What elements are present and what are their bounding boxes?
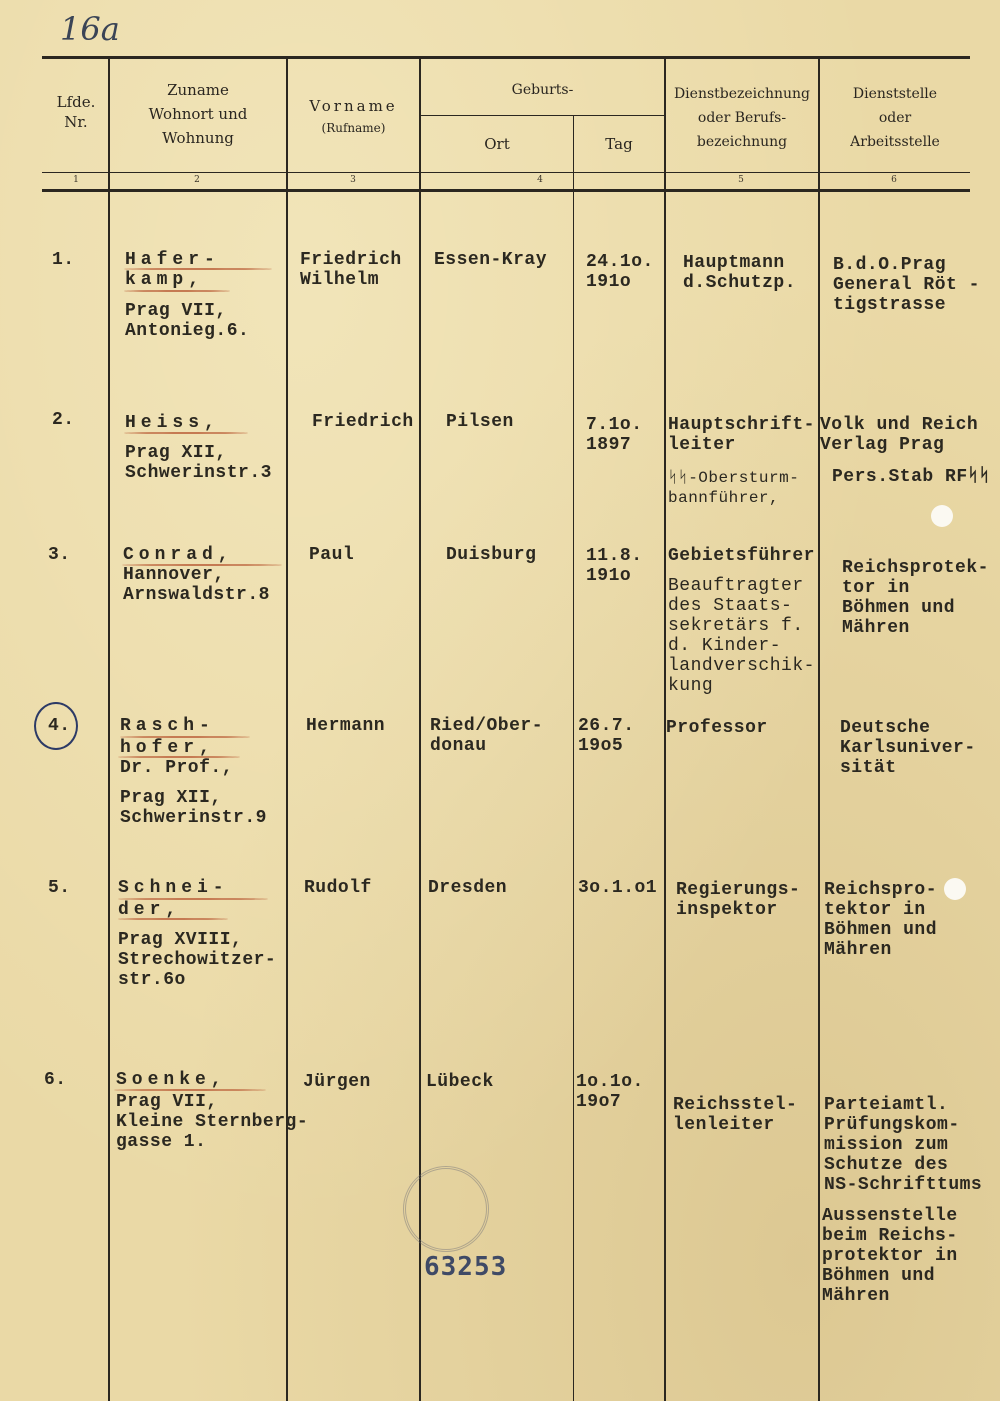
row-1-zuname-line-1: Hafer- <box>125 250 220 270</box>
row-2-dienstbezeichnung-ss: ᛋᛋ-Obersturm- bannführer, <box>668 469 800 507</box>
row-4-dienststelle: Deutsche Karlsuniver- sität <box>840 718 976 778</box>
row-1-dienstbezeichnung: Hauptmann d.Schutzp. <box>683 253 797 293</box>
row-1-dienststelle: B.d.O.Prag General Röt - tigstrasse <box>833 255 980 315</box>
row-2-wohnort: Prag XII, Schwerinstr.3 <box>125 443 272 483</box>
row-5-zuname-line-2: der, <box>118 900 182 920</box>
row-3-dienstbezeichnung: Gebietsführer <box>668 546 815 566</box>
table-top-rule <box>42 56 970 59</box>
column-number-6: 6 <box>891 175 897 185</box>
row-2-geburtsort: Pilsen <box>446 412 514 432</box>
header-sub-rule <box>420 115 664 116</box>
header-zuname: Zuname Wohnort und Wohnung <box>148 81 248 147</box>
row-1-number: 1. <box>52 250 75 270</box>
row-3-vorname: Paul <box>309 545 355 565</box>
pencil-underline-hofer <box>118 756 240 758</box>
row-1-vorname: Friedrich Wilhelm <box>300 250 402 290</box>
row-2-dienstbezeichnung: Hauptschrift- leiter <box>668 415 815 455</box>
row-5-geburtsort: Dresden <box>428 878 508 898</box>
row-6-number: 6. <box>44 1070 67 1090</box>
row-4-vorname: Hermann <box>306 716 386 736</box>
row-4-geburtsort: Ried/Ober- donau <box>430 716 544 756</box>
row-3-geburtstag: 11.8. 191o <box>586 546 643 586</box>
header-vorname-sub: (Rufname) <box>321 121 386 135</box>
pencil-underline-heiss <box>124 432 248 434</box>
row-6-geburtsort: Lübeck <box>426 1072 494 1092</box>
column-number-5: 5 <box>738 175 744 185</box>
row-5-wohnort: Prag XVIII, Strechowitzer- str.6o <box>118 930 277 990</box>
colnum-rule <box>42 189 970 192</box>
header-dienstbezeichnung: Dienstbezeichnung oder Berufs- bezeichnung <box>673 86 811 150</box>
row-6-dienststelle: Parteiamtl. Prüfungskom- mission zum Schutze des NS-Schrifttums <box>824 1095 983 1195</box>
row-4-number: 4. <box>48 716 71 736</box>
row-1-geburtstag: 24.1o. 191o <box>586 252 654 292</box>
row-4-wohnort: Prag XII, Schwerinstr.9 <box>120 788 267 828</box>
pencil-underline-hafer <box>124 268 272 270</box>
row-3-zuname-line-1: Conrad, <box>123 545 234 565</box>
pencil-underline-rasch <box>120 736 250 738</box>
row-5-dienststelle: Reichspro- tektor in Böhmen und Mähren <box>824 880 938 960</box>
row-4-zuname-line-2: hofer, <box>120 738 215 758</box>
header-lfd-nr: Lfde. Nr. <box>56 93 96 131</box>
row-6-vorname: Jürgen <box>303 1072 371 1092</box>
row-5-geburtstag: 3o.1.o1 <box>578 878 658 898</box>
row-4-dienstbezeichnung: Professor <box>666 718 768 738</box>
header-dienststelle: Dienststelle oder Arbeitsstelle <box>850 86 940 150</box>
row-4-wohnort-title: Dr. Prof., <box>120 758 234 778</box>
header-vorname: Vorname <box>309 97 398 115</box>
row-1-wohnort: Prag VII, Antonieg.6. <box>125 301 250 341</box>
row-3-wohnort: Hannover, Arnswaldstr.8 <box>123 565 270 605</box>
archive-number: 63253 <box>424 1252 508 1282</box>
row-3-dienststelle: Reichsprotek- tor in Böhmen und Mähren <box>842 558 989 638</box>
page-reference: 16a <box>60 10 120 48</box>
header-geburts: Geburts- <box>511 82 574 98</box>
row-6-dienstbezeichnung: Reichsstel- lenleiter <box>673 1095 798 1135</box>
punch-hole-upper <box>931 505 953 527</box>
pencil-underline-conrad <box>122 564 282 566</box>
row-6-geburtstag: 1o.1o. 19o7 <box>576 1072 644 1112</box>
column-number-2: 2 <box>194 175 200 185</box>
row-2-dienststelle: Volk und Reich Verlag Prag <box>820 415 979 455</box>
row-5-number: 5. <box>48 878 71 898</box>
pencil-underline-der <box>118 918 228 920</box>
row-4-zuname-line-1: Rasch- <box>120 716 215 736</box>
pencil-underline-schnei <box>118 898 268 900</box>
header-ort: Ort <box>484 135 510 153</box>
col-divider-4 <box>573 115 574 1401</box>
row-2-geburtstag: 7.1o. 1897 <box>586 415 643 455</box>
column-number-1: 1 <box>73 175 79 185</box>
row-3-geburtsort: Duisburg <box>446 545 537 565</box>
row-3-number: 3. <box>48 545 71 565</box>
col-divider-6 <box>818 57 820 1401</box>
row-3-dienstbezeichnung-detail: Beauftragter des Staats- sekretärs f. d. Kinder- landverschik- kung <box>668 576 815 696</box>
pencil-underline-soenke <box>114 1089 266 1091</box>
row-6-wohnort: Prag VII, Kleine Sternberg- gasse 1. <box>116 1092 309 1152</box>
pencil-underline-kamp <box>124 290 230 292</box>
column-number-3: 3 <box>350 175 356 185</box>
row-1-zuname-line-2: kamp, <box>125 270 205 290</box>
row-6-dienststelle-aussenstelle: Aussenstelle beim Reichs- protektor in Böhmen und Mähren <box>822 1206 958 1306</box>
header-tag: Tag <box>605 135 633 153</box>
row-2-vorname: Friedrich <box>312 412 414 432</box>
row-5-dienstbezeichnung: Regierungs- inspektor <box>676 880 801 920</box>
row-5-zuname-line-1: Schnei- <box>118 878 229 898</box>
row-1-geburtsort: Essen-Kray <box>434 250 548 270</box>
row-5-vorname: Rudolf <box>304 878 372 898</box>
row-2-zuname-line-1: Heiss, <box>125 413 220 433</box>
row-2-number: 2. <box>52 410 75 430</box>
archive-stamp-seal <box>403 1166 489 1252</box>
col-divider-1 <box>108 57 110 1401</box>
header-bottom-rule <box>42 172 970 173</box>
row-4-geburtstag: 26.7. 19o5 <box>578 716 635 756</box>
punch-hole-lower <box>944 878 966 900</box>
column-number-4: 4 <box>537 175 543 185</box>
row-2-dienststelle-stab: Pers.Stab RFᛋᛋ <box>832 467 991 487</box>
row-6-zuname-line-1: Soenke, <box>116 1070 227 1090</box>
col-divider-2 <box>286 57 288 1401</box>
